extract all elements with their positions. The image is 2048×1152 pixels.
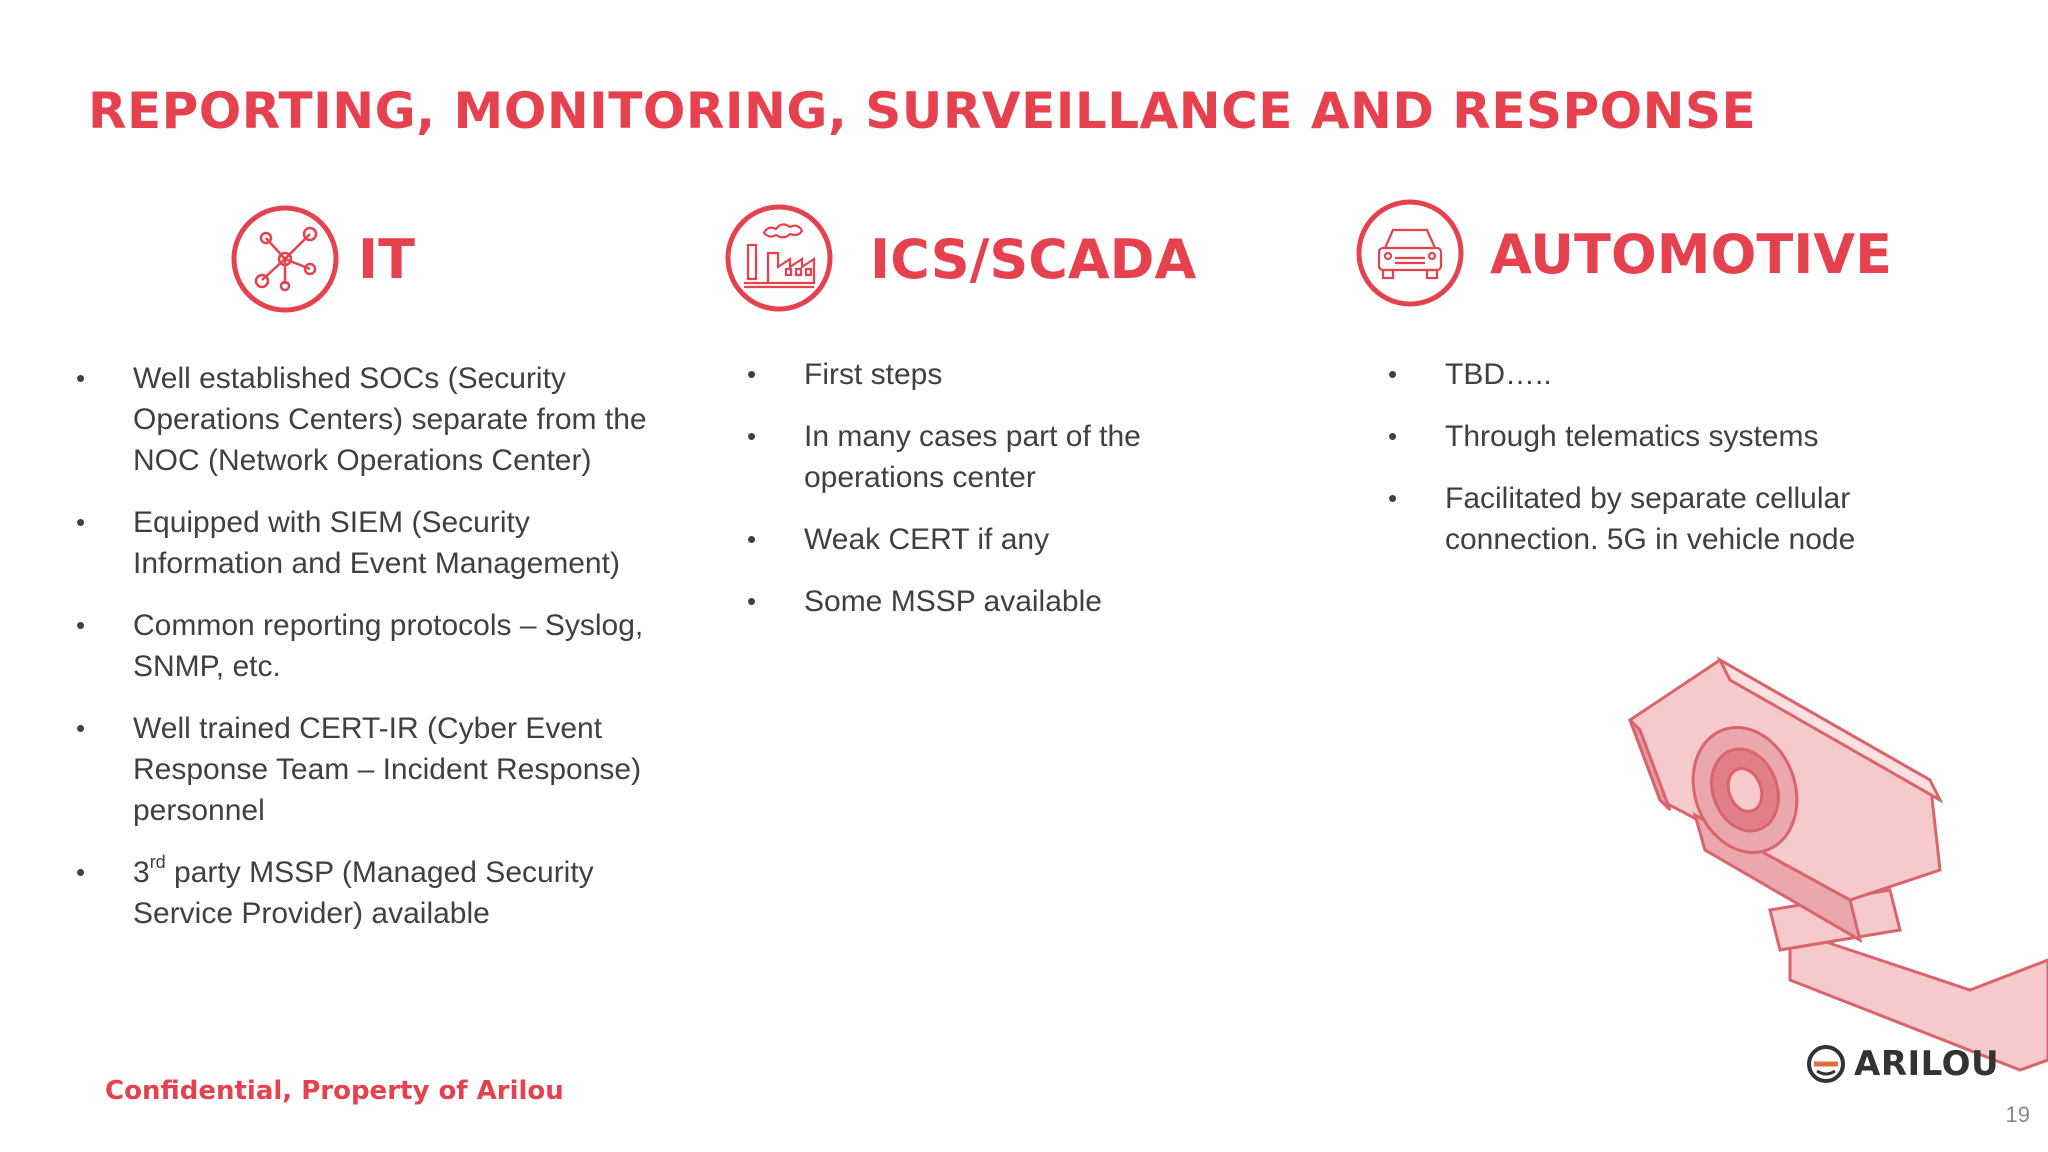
arilou-logo bbox=[1806, 1044, 1999, 1084]
logo-text: ARILOU bbox=[1854, 1044, 2000, 1084]
ics-bullet-list bbox=[747, 354, 1284, 643]
network-nodes-icon bbox=[230, 204, 340, 314]
list-item: • Well established SOCs (Security Operations Centers) separate from the NOC (Network Operations Center) bbox=[76, 362, 647, 477]
arilou-logo-icon bbox=[1806, 1044, 1846, 1084]
list-item: • TBD….. bbox=[1388, 358, 1552, 391]
slide-title: REPORTING, MONITORING, SURVEILLANCE AND RESPONSE bbox=[88, 82, 1757, 140]
factory-icon bbox=[724, 203, 834, 313]
list-item: • Weak CERT if any bbox=[747, 523, 1050, 556]
list-item: • First steps bbox=[747, 358, 943, 391]
list-item: • Common reporting protocols – Syslog, SNMP, etc. bbox=[76, 609, 644, 683]
column-heading-ics-scada: ICS/SCADA bbox=[870, 228, 1197, 291]
list-item: • Equipped with SIEM (Security Information and Event Management) bbox=[76, 506, 620, 580]
list-item: • Some MSSP available bbox=[747, 585, 1102, 618]
it-bullet-list bbox=[76, 358, 653, 955]
column-heading-it: IT bbox=[358, 228, 415, 291]
list-item: • Through telematics systems bbox=[1388, 420, 1819, 453]
list-item: • Well trained CERT-IR (Cyber Event Response Team – Incident Response) personnel bbox=[76, 712, 642, 827]
list-item: • 3rd party MSSP (Managed Security Service Provider) available bbox=[76, 852, 594, 930]
car-icon bbox=[1355, 198, 1465, 308]
list-item: • Facilitated by separate cellular connection. 5G in vehicle node bbox=[1388, 482, 1856, 556]
page-number: 19 bbox=[2005, 1102, 2030, 1127]
automotive-bullet-list bbox=[1388, 354, 1925, 581]
column-heading-automotive: AUTOMOTIVE bbox=[1490, 223, 1892, 286]
list-item: • In many cases part of the operations center bbox=[747, 420, 1141, 494]
security-camera-illustration bbox=[1600, 640, 2048, 1090]
confidential-footer: Confidential, Property of Arilou bbox=[105, 1076, 564, 1106]
